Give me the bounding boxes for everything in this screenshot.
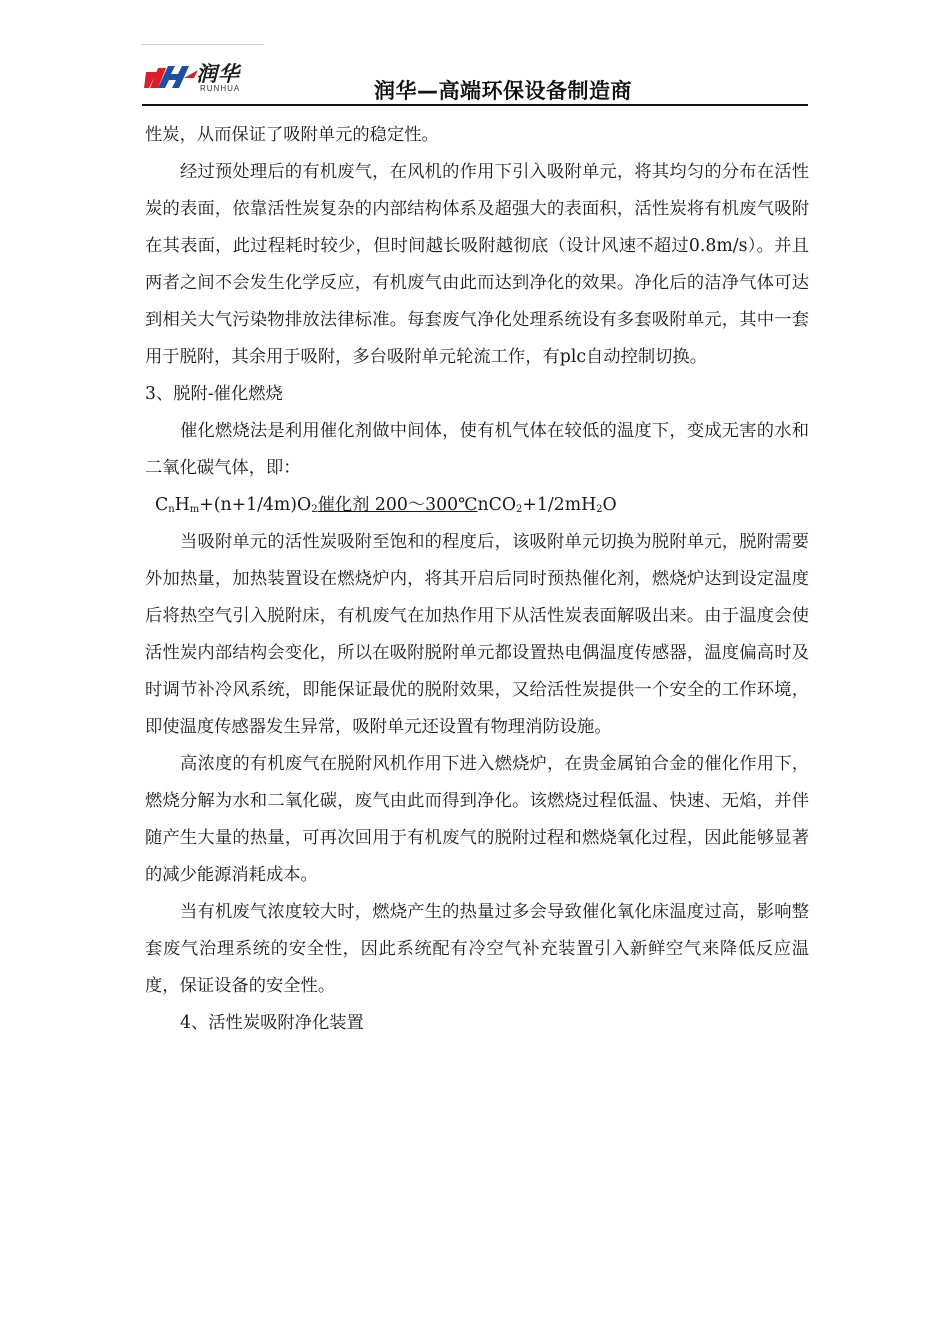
formula-c: C	[155, 495, 169, 515]
logo-english-text: RUNHUA	[200, 84, 241, 93]
paragraph-combustion: 高浓度的有机废气在脱附风机作用下进入燃烧炉，在贵金属铂合金的催化作用下，燃烧分解为水和二氧化碳，废气由此而得到净化。该燃烧过程低温、快速、无焰，并伴随产生大量的热量，可再次回用于有机废气的脱附过程和燃烧氧化过程，因此能够显著的减少能源消耗成本。	[145, 754, 809, 885]
formula-h: H	[174, 495, 190, 515]
formula-sub-n: n	[168, 504, 175, 515]
section-heading-3: 3、脱附-催化燃烧	[145, 384, 283, 404]
section-heading-4: 4、活性炭吸附净化装置	[180, 1013, 364, 1033]
header-top-rule	[142, 44, 264, 45]
formula-sub-m: m	[189, 504, 200, 515]
company-logo	[144, 56, 266, 96]
reaction-formula	[145, 487, 809, 524]
formula-oxygen-term: +(n+1/4m)O	[199, 495, 312, 515]
formula-condition: 催化剂 200～300℃	[317, 495, 478, 515]
paragraph-continuation: 性炭，从而保证了吸附单元的稳定性。	[145, 125, 439, 145]
formula-sub-2c: 2	[596, 504, 603, 515]
formula-co2: nCO	[477, 495, 517, 515]
paragraph-safety: 当有机废气浓度较大时，燃烧产生的热量过多会导致催化氧化床温度过高，影响整套废气治理系统的安全性，因此系统配有冷空气补充装置引入新鲜空气来降低反应温度，保证设备的安全性。	[145, 902, 809, 996]
logo-chinese-text: 润华	[196, 62, 240, 86]
paragraph-desorption: 当吸附单元的活性炭吸附至饱和的程度后，该吸附单元切换为脱附单元，脱附需要外加热量，加热装置设在燃烧炉内，将其开启后同时预热催化剂，燃烧炉达到设定温度后将热空气引入脱附床，有机废气在加热作用下从活性炭表面解吸出来。由于温度会使活性炭内部结构会变化，所以在吸附脱附单元都设置热电偶温度传感器，温度偏高时及时调节补冷风系统，即能保证最优的脱附效果，又给活性炭提供一个安全的工作环境，即使温度传感器发生异常，吸附单元还设置有物理消防设施。	[145, 532, 809, 737]
formula-sub-2a: 2	[311, 504, 318, 515]
header-title: 润华—高端环保设备制造商	[374, 79, 632, 103]
formula-o: O	[602, 495, 617, 515]
formula-h2o-coef: +1/2mH	[522, 495, 597, 515]
runhua-logo-mark-icon	[144, 56, 200, 96]
paragraph-adsorption: 经过预处理后的有机废气，在风机的作用下引入吸附单元，将其均匀的分布在活性炭的表面，依靠活性炭复杂的内部结构体系及超强大的表面积，活性炭将有机废气吸附在其表面，此过程耗时较少，但时间越长吸附越彻底（设计风速不超过0.8m/s）。并且两者之间不会发生化学反应，有机废气由此而达到净化的效果。净化后的洁净气体可达到相关大气污染物排放法律标准。每套废气净化处理系统设有多套吸附单元，其中一套用于脱附，其余用于吸附，多台吸附单元轮流工作，有plc自动控制切换。	[145, 162, 809, 367]
header-rule	[142, 104, 808, 106]
paragraph-catalytic-intro: 催化燃烧法是利用催化剂做中间体，使有机气体在较低的温度下，变成无害的水和二氧化碳气体，即：	[145, 421, 809, 478]
page-header	[142, 44, 808, 108]
document-body	[145, 117, 809, 1042]
formula-sub-2b: 2	[516, 504, 523, 515]
